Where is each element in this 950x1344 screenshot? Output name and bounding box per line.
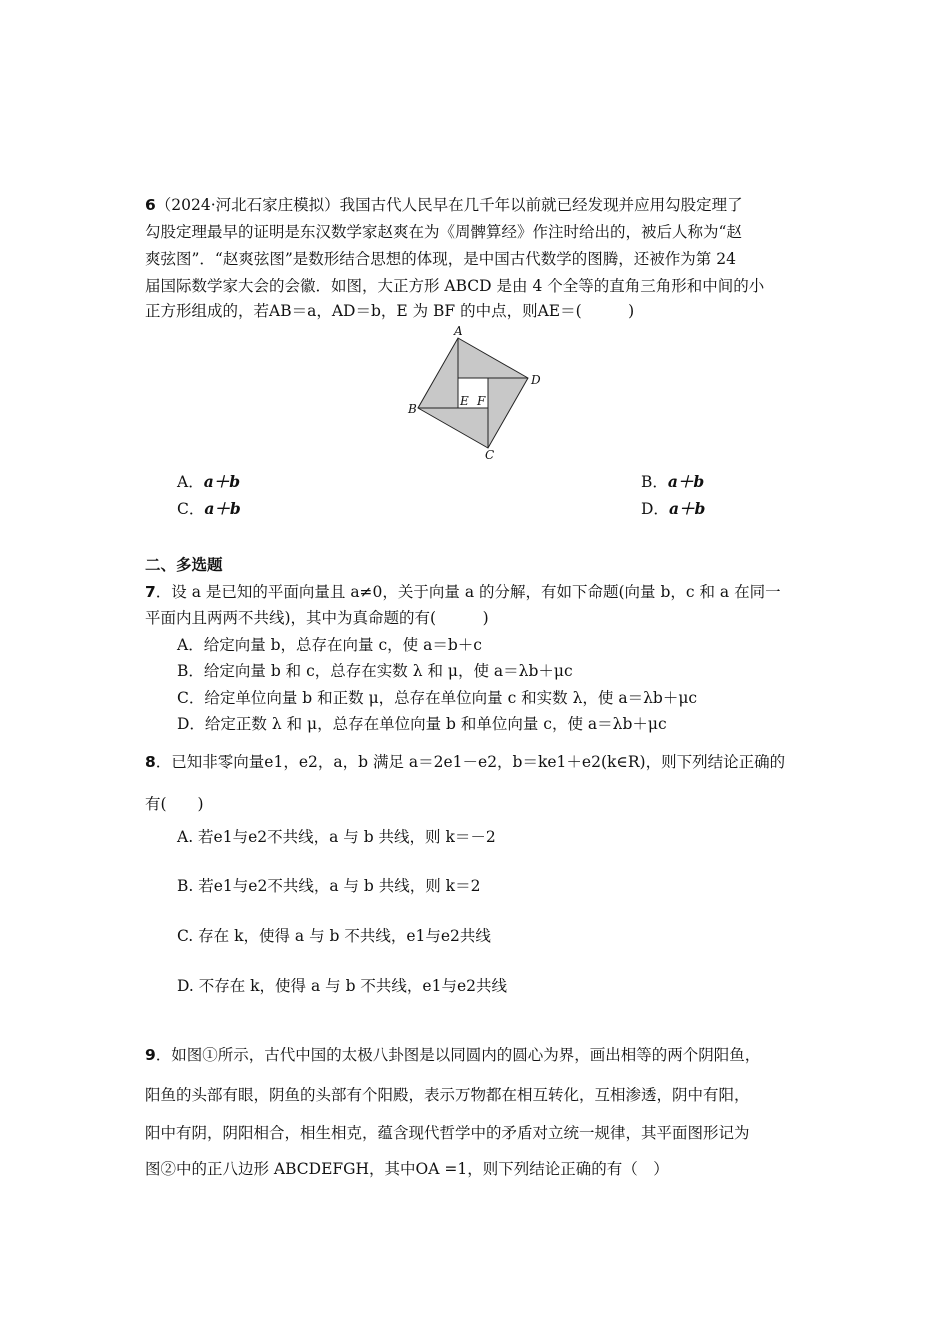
zhao-shuang-figure (400, 322, 550, 462)
q9-number: 9 (145, 1046, 156, 1064)
q6-option-d: D．a＋b (641, 499, 706, 518)
q7-line-1: 7．设 a 是已知的平面向量且 a≠0，关于向量 a 的分解，有如下命题(向量 b，c 和 a 在同一 (145, 583, 781, 601)
section-heading: 二、多选题 (145, 556, 223, 574)
label-E: E (460, 394, 469, 408)
label-C: C (485, 448, 495, 462)
q6-line-3: 爽弦图”．“赵爽弦图”是数形结合思想的体现，是中国古代数学的图腾，还被作为第 24 (145, 250, 736, 268)
q8-option-c: C. 存在 k，使得 a 与 b 不共线，e1与e2共线 (177, 927, 491, 945)
label-A: A (454, 324, 463, 338)
q7-option-c: C．给定单位向量 b 和正数 μ，总存在单位向量 c 和实数 λ，使 a＝λb＋μc (177, 689, 698, 707)
q9-line-1: 9．如图①所示，古代中国的太极八卦图是以同圆内的圆心为界，画出相等的两个阴阳鱼， (145, 1046, 761, 1064)
q9-line-2: 阳鱼的头部有眼，阴鱼的头部有个阳殿，表示万物都在相互转化，互相渗透，阴中有阳， (145, 1086, 750, 1104)
q6-option-a: A．a＋b (177, 472, 241, 491)
q6-line-2: 勾股定理最早的证明是东汉数学家赵爽在为《周髀算经》作注时给出的，被后人称为“赵 (145, 223, 742, 241)
q9-line-4: 图②中的正八边形 ABCDEFGH，其中OA =1，则下列结论正确的有（ ） (145, 1160, 669, 1178)
q8-option-a: A. 若e1与e2不共线，a 与 b 共线，则 k＝－2 (177, 828, 496, 846)
q7-number: 7 (145, 583, 156, 601)
q7-option-a: A．给定向量 b，总存在向量 c，使 a＝b＋c (177, 636, 482, 654)
q6-number: 6 (145, 196, 156, 214)
q6-line-1: 6（2024·河北石家庄模拟）我国古代人民早在几千年以前就已经发现并应用勾股定理了 (145, 196, 743, 214)
q8-number: 8 (145, 753, 156, 771)
q6-line-4: 届国际数学家大会的会徽．如图，大正方形 ABCD 是由 4 个全等的直角三角形和中间的小 (145, 277, 765, 295)
q6-option-c: C．a＋b (177, 499, 241, 518)
q8-option-b: B. 若e1与e2不共线，a 与 b 共线，则 k＝2 (177, 877, 481, 895)
q6-line-5: 正方形组成的，若AB＝a，AD＝b，E 为 BF 的中点，则AE＝( ) (145, 302, 635, 320)
q7-option-b: B．给定向量 b 和 c，总存在实数 λ 和 μ，使 a＝λb＋μc (177, 662, 573, 680)
q6-option-b: B．a＋b (641, 472, 705, 491)
q8-line-2: 有( ) (145, 795, 204, 813)
q7-option-d: D．给定正数 λ 和 μ，总存在单位向量 b 和单位向量 c，使 a＝λb＋μc (177, 715, 667, 733)
q8-line-1: 8．已知非零向量e1，e2，a，b 满足 a＝2e1－e2，b＝ke1＋e2(k∈R)，则下列结论正确的 (145, 753, 786, 771)
label-F: F (477, 394, 486, 408)
q7-line-2: 平面内且两两不共线)，其中为真命题的有( ) (145, 609, 489, 627)
q9-line-3: 阳中有阴，阴阳相合，相生相克，蕴含现代哲学中的矛盾对立统一规律，其平面图形记为 (145, 1124, 750, 1142)
label-B: B (408, 402, 417, 416)
q8-option-d: D. 不存在 k，使得 a 与 b 不共线，e1与e2共线 (177, 977, 507, 995)
label-D: D (531, 373, 541, 387)
